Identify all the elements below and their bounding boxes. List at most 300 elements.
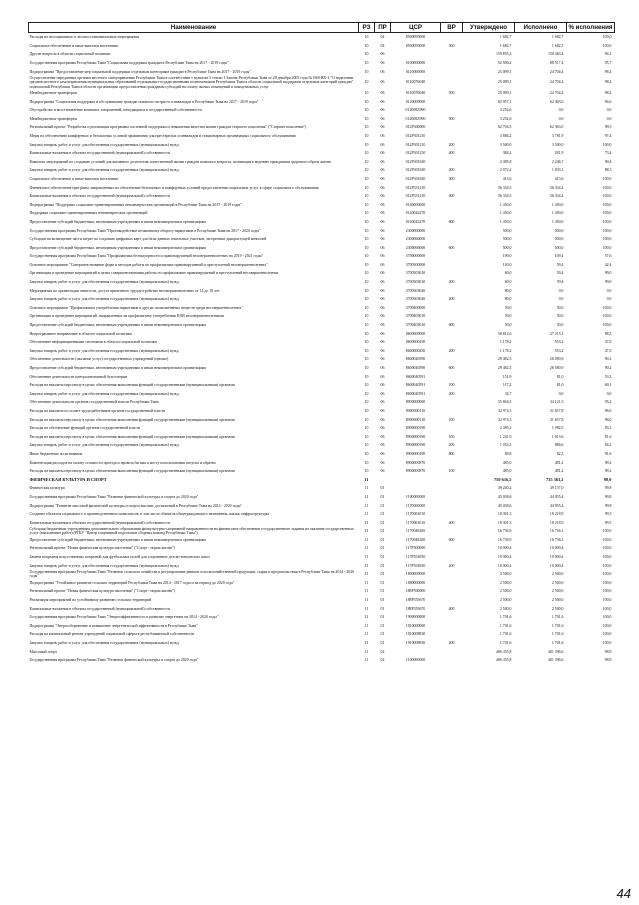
cell-name: ФИЗИЧЕСКАЯ КУЛЬТУРА И СПОРТ bbox=[29, 476, 107, 482]
table-row bbox=[29, 244, 615, 253]
col-vr-header: ВР bbox=[441, 23, 463, 33]
cell-executed: 50,0 bbox=[556, 305, 564, 310]
table-row bbox=[29, 579, 615, 588]
table-row bbox=[29, 123, 615, 132]
table-row bbox=[29, 166, 615, 175]
cell-rz: 10 bbox=[364, 202, 369, 207]
cell-approved: 159 853,3 bbox=[495, 52, 512, 57]
cell-pr: 06 bbox=[380, 125, 385, 130]
cell-csr: 012P301210 bbox=[405, 133, 426, 138]
cell-rz: 10 bbox=[364, 185, 369, 190]
cell-executed: 109,4 bbox=[554, 254, 564, 259]
cell-pr: 06 bbox=[380, 426, 385, 431]
cell-csr: 0100000000 bbox=[405, 60, 426, 65]
cell-percent: 83,1 bbox=[604, 426, 612, 431]
cell-csr: 8600000250 bbox=[405, 340, 426, 345]
cell-approved: 485,0 bbox=[502, 460, 512, 465]
cell-pr: 06 bbox=[380, 185, 385, 190]
cell-approved: 1 701,6 bbox=[499, 641, 512, 645]
cell-approved: 2 500,0 bbox=[499, 572, 512, 577]
cell-percent: 100,0 bbox=[602, 529, 612, 534]
cell-csr: 3700303040 bbox=[405, 288, 426, 293]
cell-csr: 012P351210 bbox=[405, 185, 426, 190]
cell-percent: 81,6 bbox=[604, 434, 612, 439]
cell-approved: 3 500,0 bbox=[499, 142, 512, 147]
cell-rz: 10 bbox=[364, 69, 369, 74]
cell-rz: 10 bbox=[364, 151, 369, 156]
cell-csr: 1910000000 bbox=[405, 623, 426, 628]
cell-approved: 1 450,0 bbox=[499, 219, 512, 224]
cell-approved: 16 736,9 bbox=[497, 529, 512, 534]
cell-percent: 100,0 bbox=[602, 623, 612, 628]
cell-rz: 10 bbox=[364, 52, 369, 57]
cell-executed: 500,0 bbox=[554, 228, 564, 233]
cell-vr: 200 bbox=[448, 391, 455, 396]
cell-percent: 98,8 bbox=[604, 649, 612, 654]
table-row bbox=[29, 269, 615, 278]
cell-percent: 95,2 bbox=[604, 400, 612, 405]
table-row bbox=[29, 218, 615, 227]
cell-name: Капитальные вложения в объекты государственной (муниципальной) собственности bbox=[29, 520, 170, 525]
cell-executed: 0,0 bbox=[558, 288, 564, 293]
cell-approved: 2 500,0 bbox=[499, 598, 512, 603]
cell-vr bbox=[441, 579, 463, 588]
cell-pr: 06 bbox=[380, 443, 385, 448]
cell-approved: 25 099,1 bbox=[497, 80, 512, 85]
cell-percent: 99,2 bbox=[604, 469, 612, 474]
cell-executed: 2 500,0 bbox=[551, 572, 564, 577]
cell-name: Поддержка социально-ориентированных некоммерческих организаций bbox=[29, 211, 148, 216]
cell-vr bbox=[441, 106, 463, 115]
cell-pr: 06 bbox=[380, 408, 385, 413]
cell-percent: 96,0 bbox=[604, 408, 612, 413]
cell-pr: 01 bbox=[380, 537, 385, 542]
cell-percent: 0,0 bbox=[606, 108, 612, 113]
cell-csr: 8600040591 bbox=[405, 374, 426, 379]
cell-approved: 50,0 bbox=[504, 314, 512, 319]
table-row bbox=[29, 458, 615, 467]
cell-pr: 06 bbox=[380, 133, 385, 138]
cell-vr bbox=[441, 613, 463, 622]
cell-csr bbox=[391, 50, 441, 59]
cell-percent: 100,0 bbox=[602, 237, 612, 242]
cell-name: Подпрограмма "Развитие массовой физической культуры и спорта высших достижений в Республике Тыва на 2014 - 2020 годы" bbox=[29, 503, 243, 508]
cell-vr bbox=[441, 252, 463, 261]
cell-rz: 10 bbox=[364, 219, 369, 224]
cell-percent: 100,0 bbox=[602, 572, 612, 577]
cell-name: Обустройство и восстановление воинских захоронений, находящихся в государственной собственности bbox=[29, 108, 202, 113]
cell-rz: 11 bbox=[364, 546, 369, 551]
cell-percent: 100,0 bbox=[602, 589, 612, 594]
cell-csr: 1900000000 bbox=[405, 615, 426, 620]
table-row bbox=[29, 183, 615, 192]
table-row bbox=[29, 59, 615, 68]
cell-vr bbox=[441, 59, 463, 68]
cell-pr: 06 bbox=[380, 348, 385, 353]
cell-rz: 10 bbox=[364, 237, 369, 242]
col-name-header: Наименование bbox=[29, 23, 359, 33]
cell-csr: 8900000190 bbox=[405, 451, 426, 456]
cell-pr: 01 bbox=[380, 512, 385, 517]
cell-approved: 60,0 bbox=[504, 280, 512, 285]
cell-executed: 1 682,7 bbox=[551, 35, 564, 40]
cell-approved: 30 812,6 bbox=[497, 331, 512, 336]
cell-name: Создание объектов социального и производственного комплексов, в том числе объектов общегражданского назначения, жилья, инфраструктуры bbox=[29, 512, 270, 517]
cell-pr: 06 bbox=[380, 280, 385, 285]
cell-name: Организация и проведение мероприятий в целях совершенствования работы по профилактике правонарушений и преступлений несовершеннолетних bbox=[29, 271, 279, 276]
cell-vr bbox=[441, 329, 463, 338]
cell-rz: 10 bbox=[364, 323, 369, 328]
cell-pr: 06 bbox=[380, 194, 385, 199]
cell-vr: 600 bbox=[448, 245, 455, 250]
cell-pr: 06 bbox=[380, 366, 385, 370]
cell-percent: 100,0 bbox=[602, 615, 612, 620]
cell-csr: 1170048200 bbox=[405, 529, 426, 534]
cell-rz: 10 bbox=[364, 391, 369, 396]
cell-rz: 11 bbox=[364, 589, 369, 594]
cell-pr: 06 bbox=[380, 460, 385, 465]
cell-csr: 8600040591 bbox=[405, 391, 426, 396]
table-row bbox=[29, 304, 615, 313]
cell-csr: 1170003010 bbox=[405, 520, 426, 525]
cell-pr: 01 bbox=[380, 503, 385, 508]
cell-approved: 1 450,0 bbox=[499, 211, 512, 216]
cell-name: Межбюджетные трансферты bbox=[29, 116, 78, 121]
cell-name: Предоставление субсидий бюджетным, автономным учреждениям и иным некоммерческим организациям bbox=[29, 537, 206, 542]
cell-executed: 18 218,9 bbox=[549, 520, 564, 525]
cell-vr bbox=[441, 226, 463, 235]
cell-executed: 56 334,4 bbox=[549, 194, 564, 199]
cell-approved: 62 704,5 bbox=[497, 125, 512, 130]
cell-csr: 8900000870 bbox=[405, 460, 426, 465]
cell-rz: 10 bbox=[364, 176, 369, 181]
cell-executed: 735 363,2 bbox=[545, 476, 564, 482]
cell-approved: 32 974,3 bbox=[497, 408, 512, 413]
cell-rz: 10 bbox=[364, 348, 369, 353]
cell-percent: 0,0 bbox=[606, 391, 612, 396]
cell-rz: 11 bbox=[364, 537, 369, 542]
cell-vr: 500 bbox=[448, 116, 455, 121]
cell-rz: 10 bbox=[364, 80, 369, 85]
cell-csr: 0110000000 bbox=[405, 69, 426, 74]
table-row bbox=[29, 493, 615, 502]
cell-vr bbox=[441, 76, 463, 89]
cell-vr bbox=[441, 235, 463, 244]
cell-csr: 117Р554950 bbox=[405, 555, 426, 560]
cell-executed: 401 396,6 bbox=[547, 649, 564, 654]
table-row bbox=[29, 613, 615, 622]
table-row bbox=[29, 158, 615, 167]
cell-approved: 18 301,3 bbox=[497, 512, 512, 517]
cell-percent: 57,6 bbox=[604, 254, 612, 259]
cell-pr: 04 bbox=[380, 35, 385, 40]
cell-percent: 100,0 bbox=[602, 314, 612, 319]
table-row bbox=[29, 235, 615, 244]
cell-rz: 10 bbox=[364, 383, 369, 388]
cell-name: Меры по обеспечению комфортных и безопасных условий проживания для престарелых и инвалидов в стационарных организациях социального обслуживания bbox=[29, 133, 296, 138]
cell-vr: 200 bbox=[448, 297, 455, 302]
cell-vr: 200 bbox=[448, 641, 455, 645]
table-row bbox=[29, 450, 615, 459]
cell-executed: 10 000,4 bbox=[549, 563, 564, 568]
cell-approved: 1 701,6 bbox=[499, 623, 512, 628]
cell-approved: 2 072,2 bbox=[499, 168, 512, 173]
cell-vr bbox=[441, 209, 463, 218]
cell-vr: 800 bbox=[448, 451, 455, 456]
cell-approved: 49 240,2 bbox=[497, 486, 512, 491]
cell-vr bbox=[441, 424, 463, 433]
cell-vr: 500 bbox=[448, 91, 455, 95]
cell-name: Государственная программа Республики Тыва "Профилактика безнадзорности и правонарушений несовершеннолетних на 2019 - 2021 годы" bbox=[29, 254, 264, 259]
cell-name: Подпрограмма "Устойчивое развитие сельских территорий Республики Тыва на 2014 - 2017 годы и на период до 2020 года" bbox=[29, 580, 235, 585]
table-row bbox=[29, 42, 615, 51]
table-body bbox=[29, 33, 615, 665]
cell-percent: 84,2 bbox=[604, 443, 612, 448]
cell-approved: 1 178,2 bbox=[499, 340, 512, 345]
table-row bbox=[29, 544, 615, 553]
cell-approved: 60,0 bbox=[504, 271, 512, 276]
cell-csr: 188Р500000 bbox=[405, 589, 426, 594]
cell-percent: 100,0 bbox=[602, 194, 612, 199]
cell-pr: 01 bbox=[380, 546, 385, 551]
cell-approved: 16 736,9 bbox=[497, 537, 512, 542]
cell-executed: 0,0 bbox=[558, 297, 564, 302]
cell-name: Капитальные вложения в объекты государственной (муниципальной) собственности bbox=[29, 151, 170, 156]
cell-vr: 200 bbox=[448, 348, 455, 353]
cell-approved: 10 000,4 bbox=[497, 555, 512, 560]
cell-csr: 1800000000 bbox=[405, 572, 426, 577]
cell-vr bbox=[441, 287, 463, 296]
cell-csr bbox=[391, 476, 441, 485]
cell-vr bbox=[441, 630, 463, 639]
cell-vr bbox=[441, 304, 463, 313]
cell-executed: 24 704,4 bbox=[549, 69, 564, 74]
cell-pr: 06 bbox=[380, 159, 385, 164]
cell-approved: 50,0 bbox=[504, 323, 512, 328]
cell-name: Предоставление субсидий бюджетным, автономным учреждениям и иным некоммерческим организациям bbox=[29, 366, 206, 370]
cell-pr: 06 bbox=[380, 202, 385, 207]
cell-pr: 06 bbox=[380, 400, 385, 405]
cell-percent: 47,0 bbox=[604, 340, 612, 345]
cell-pr: 02 bbox=[380, 649, 385, 654]
table-row bbox=[29, 97, 615, 106]
cell-vr bbox=[441, 372, 463, 381]
cell-rz: 11 bbox=[364, 512, 369, 517]
cell-csr: 0120000000 bbox=[405, 99, 426, 104]
cell-vr bbox=[441, 269, 463, 278]
cell-executed: 16 736,1 bbox=[549, 529, 564, 534]
cell-approved: 2 485,8 bbox=[499, 159, 512, 164]
cell-vr: 200 bbox=[448, 142, 455, 147]
cell-name: Расходы на выплаты по оплате труда работников органов государственной власти bbox=[29, 408, 166, 413]
cell-vr bbox=[441, 510, 463, 519]
cell-approved: 500,0 bbox=[502, 245, 512, 250]
table-row bbox=[29, 175, 615, 184]
cell-vr bbox=[441, 476, 463, 485]
table-row bbox=[29, 226, 615, 235]
cell-executed: 50,0 bbox=[556, 314, 564, 319]
cell-vr bbox=[441, 527, 463, 536]
cell-executed: 481,2 bbox=[554, 460, 564, 465]
cell-rz: 10 bbox=[364, 451, 369, 456]
cell-percent: 94,6 bbox=[604, 99, 612, 104]
cell-csr: 1170003010 bbox=[405, 512, 426, 517]
cell-executed: 0,0 bbox=[558, 391, 564, 396]
cell-pr: 06 bbox=[380, 108, 385, 113]
cell-executed: 81,0 bbox=[556, 374, 564, 379]
cell-executed: 59,4 bbox=[556, 271, 564, 276]
cell-percent: 100,0 bbox=[602, 598, 612, 603]
cell-executed: 2 500,0 bbox=[551, 589, 564, 594]
cell-rz: 10 bbox=[364, 280, 369, 285]
cell-name: Основное мероприятие "Совершенствование форм и методов работы по профилактике правонарушений и преступлений несовершеннолетних" bbox=[29, 262, 268, 267]
cell-pr: 06 bbox=[380, 168, 385, 173]
cell-approved: 10 000,4 bbox=[497, 546, 512, 551]
cell-approved: 80,0 bbox=[504, 288, 512, 293]
cell-rz: 10 bbox=[364, 211, 369, 216]
cell-approved: 45 038,6 bbox=[497, 494, 512, 499]
cell-rz: 10 bbox=[364, 305, 369, 310]
cell-executed: 24 704,4 bbox=[549, 80, 564, 85]
cell-pr: 06 bbox=[380, 469, 385, 474]
cell-pr: 06 bbox=[380, 340, 385, 345]
cell-pr: 01 bbox=[380, 529, 385, 534]
cell-vr bbox=[441, 647, 463, 656]
cell-pr: 06 bbox=[380, 254, 385, 259]
cell-executed: 1 701,6 bbox=[551, 632, 564, 637]
cell-executed: 481,2 bbox=[554, 469, 564, 474]
cell-percent: 99,0 bbox=[604, 280, 612, 285]
cell-name: Расходы на капитальный ремонт учреждений социальной сферы в республиканской собственности bbox=[29, 632, 195, 637]
cell-name: Капитальные вложения в объекты государственной (муниципальной) собственности bbox=[29, 606, 170, 611]
cell-pr: 06 bbox=[380, 417, 385, 422]
cell-approved: 25 099,1 bbox=[497, 69, 512, 74]
cell-vr bbox=[441, 458, 463, 467]
cell-vr: 400 bbox=[448, 151, 455, 156]
cell-vr bbox=[441, 312, 463, 321]
cell-executed: 62 363,0 bbox=[549, 125, 564, 130]
cell-csr: 012P300000 bbox=[405, 125, 426, 130]
cell-percent: 100,0 bbox=[602, 632, 612, 637]
cell-csr: 8900000190 bbox=[405, 426, 426, 431]
cell-pr: 06 bbox=[380, 391, 385, 396]
cell-percent: 100,0 bbox=[602, 580, 612, 585]
cell-rz: 10 bbox=[364, 314, 369, 319]
cell-percent: 91,6 bbox=[604, 451, 612, 456]
cell-pr: 06 bbox=[380, 305, 385, 310]
cell-vr bbox=[441, 596, 463, 605]
cell-rz: 10 bbox=[364, 35, 369, 40]
cell-csr: 012P351210 bbox=[405, 194, 426, 199]
cell-csr: 1170000000 bbox=[405, 503, 426, 508]
cell-executed: 49 157,0 bbox=[549, 486, 564, 491]
cell-pr: 06 bbox=[380, 323, 385, 328]
table-row bbox=[29, 329, 615, 338]
cell-name: Государственная программа Республики Тыва "Социальная поддержка граждан в Республике Тыва на 2017 - 2019 годы" bbox=[29, 60, 229, 65]
budget-table-sheet bbox=[28, 22, 614, 665]
cell-csr: 8900000000 bbox=[405, 400, 426, 405]
cell-name: Расходы на выплаты персоналу в целях обеспечения выполнения функций государственными (муниципальными) органами bbox=[29, 417, 235, 422]
cell-name: Финансовое обеспечение программ, направленных на обеспечение безопасных и комфортных условий предоставления социальных услуг в сфере социального обслуживания bbox=[29, 185, 319, 190]
cell-name: Обеспечение деятельности (оказание услуг) государственных учреждений (прочие) bbox=[29, 357, 169, 362]
cell-rz: 11 bbox=[364, 649, 369, 654]
cell-csr: 2300000000 bbox=[405, 228, 426, 233]
cell-vr: 200 bbox=[448, 280, 455, 285]
cell-vr bbox=[441, 407, 463, 416]
cell-percent: 0,0 bbox=[606, 288, 612, 293]
cell-pr: 01 bbox=[380, 632, 385, 637]
cell-executed: 16 736,1 bbox=[549, 537, 564, 542]
cell-vr bbox=[441, 501, 463, 510]
cell-percent: 97,4 bbox=[604, 133, 612, 138]
table-row bbox=[29, 424, 615, 433]
cell-csr: 8600040591 bbox=[405, 383, 426, 388]
cell-rz: 10 bbox=[364, 417, 369, 422]
table-row bbox=[29, 647, 615, 656]
cell-name: Физическая культура bbox=[29, 486, 65, 491]
table-row bbox=[29, 76, 615, 89]
cell-percent: 99,5 bbox=[604, 512, 612, 517]
table-row bbox=[29, 312, 615, 321]
cell-pr: 06 bbox=[380, 262, 385, 267]
cell-approved: 406 455,8 bbox=[495, 649, 512, 654]
cell-csr: 188Р555670 bbox=[405, 606, 426, 611]
cell-percent: 90,2 bbox=[604, 366, 612, 370]
cell-executed: 1 701,6 bbox=[551, 641, 564, 645]
cell-pr: 06 bbox=[380, 245, 385, 250]
table-row bbox=[29, 570, 615, 579]
cell-vr bbox=[441, 622, 463, 631]
cell-percent: 73,4 bbox=[604, 151, 612, 156]
cell-name: Капитальные вложения в объекты государственной (муниципальной) собственности bbox=[29, 194, 170, 199]
cell-rz: 11 bbox=[364, 598, 369, 603]
table-row bbox=[29, 338, 615, 347]
table-row bbox=[29, 106, 615, 115]
cell-rz: 10 bbox=[364, 159, 369, 164]
cell-csr: 3700403010 bbox=[405, 323, 426, 328]
cell-name: Обеспечение деятельности органов государственной власти Республики Тыва bbox=[29, 400, 159, 405]
cell-percent: 98,8 bbox=[604, 658, 612, 663]
cell-percent: 88,5 bbox=[604, 168, 612, 173]
cell-rz: 10 bbox=[364, 254, 369, 259]
cell-approved: 29 482,5 bbox=[497, 357, 512, 362]
cell-rz: 10 bbox=[364, 340, 369, 345]
cell-vr: 100 bbox=[448, 469, 455, 474]
cell-csr: 012P301630 bbox=[405, 176, 426, 181]
cell-pr: 01 bbox=[380, 589, 385, 594]
cell-executed: 50,0 bbox=[556, 323, 564, 328]
cell-rz: 10 bbox=[364, 331, 369, 336]
cell-percent: 94,1 bbox=[604, 52, 612, 57]
cell-name: Организация и проведение мероприятий, направленных на профилактику употребления ПАВ несовершеннолетними bbox=[29, 314, 224, 319]
cell-rz: 10 bbox=[364, 297, 369, 302]
cell-pr: 06 bbox=[380, 52, 385, 57]
cell-executed: 18 218,9 bbox=[549, 512, 564, 517]
cell-percent: 100,0 bbox=[602, 563, 612, 568]
table-row bbox=[29, 553, 615, 562]
cell-executed: 1 450,0 bbox=[551, 202, 564, 207]
cell-executed: 88 517,4 bbox=[549, 60, 564, 65]
col-csr-header: ЦСР bbox=[391, 23, 441, 33]
cell-csr: 1910008830 bbox=[405, 632, 426, 637]
cell-pr: 06 bbox=[380, 237, 385, 242]
cell-percent: 100,0 bbox=[602, 202, 612, 207]
table-row bbox=[29, 295, 615, 304]
table-row bbox=[29, 630, 615, 639]
cell-name: Социальное обеспечение и иные выплаты населению bbox=[29, 43, 119, 48]
cell-name: Компенсация расходов на оплату стоимости проезда и провоза багажа к месту использования отпуска и обратно bbox=[29, 460, 216, 465]
cell-rz: 10 bbox=[364, 91, 369, 95]
